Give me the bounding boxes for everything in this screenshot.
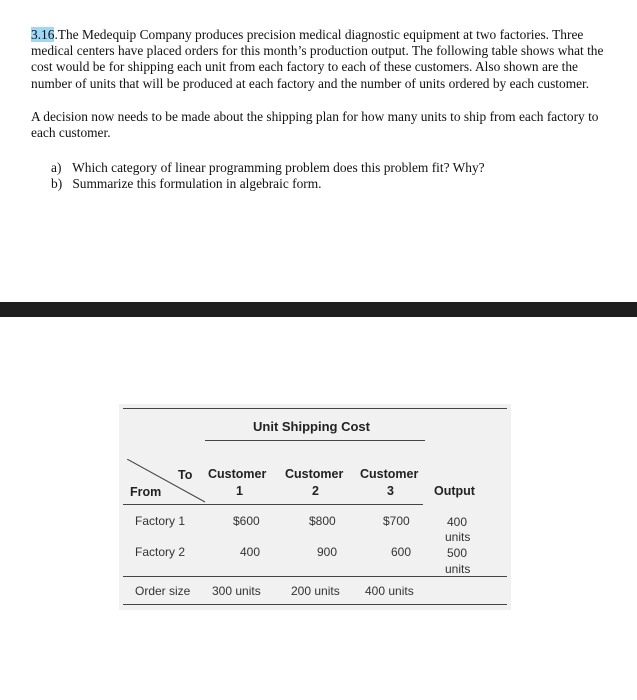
problem-decision: A decision now needs to be made about the shipping plan for how many units to ship from each factory to each customer. xyxy=(31,108,599,141)
question-text: Summarize this formulation in algebraic form. xyxy=(72,176,322,192)
problem-intro-text: .The Medequip Company produces precision medical diagnostic equipment at two factories. Three medical centers have placed orders for this month’s production output. The following table shows what the cost would be for shipping each unit from each factory to each of these customers. Also shown are the number of units that will be produced at each factory and the number of units ordered by each customer. xyxy=(31,27,604,91)
from-label: From xyxy=(130,485,162,499)
table-bottom-rule xyxy=(123,604,507,605)
column-header-output: Output xyxy=(434,484,475,498)
row-label-factory-1: Factory 1 xyxy=(135,514,186,528)
order-size-c3: 400 units xyxy=(365,584,414,598)
title-underline xyxy=(205,440,425,441)
order-size-c1: 300 units xyxy=(212,584,261,598)
section-divider-bar xyxy=(0,302,637,317)
column-header-customer-2: Customer xyxy=(285,467,344,481)
column-header-customer-1-number: 1 xyxy=(236,484,243,498)
cell-f2-c2: 900 xyxy=(317,545,338,559)
cell-f2-c1: 400 xyxy=(240,545,261,559)
shipping-cost-table xyxy=(119,404,511,610)
to-label: To xyxy=(178,468,193,482)
column-header-customer-3-number: 3 xyxy=(387,484,394,498)
column-header-customer-2-number: 2 xyxy=(312,484,319,498)
question-list xyxy=(51,160,616,192)
problem-number: 3.16 xyxy=(31,27,55,42)
header-rule xyxy=(123,504,423,505)
question-label: a) xyxy=(51,160,62,176)
question-a xyxy=(51,160,616,176)
question-text: Which category of linear programming problem does this problem fit? Why? xyxy=(72,160,485,176)
row-label-factory-2: Factory 2 xyxy=(135,545,186,559)
output-factory-2: 500 xyxy=(447,546,468,560)
column-header-customer-3: Customer xyxy=(360,467,419,481)
cell-f2-c3: 600 xyxy=(391,545,412,559)
problem-statement xyxy=(31,27,616,193)
question-label: b) xyxy=(51,176,63,192)
problem-intro xyxy=(31,27,616,92)
cell-f1-c3: $700 xyxy=(383,514,410,528)
output-factory-1: 400 xyxy=(447,515,468,529)
table-top-rule xyxy=(123,408,507,409)
table-title: Unit Shipping Cost xyxy=(253,419,370,434)
output-factory-2-unit: units xyxy=(445,562,471,576)
order-row-rule xyxy=(123,576,507,577)
column-header-customer-1: Customer xyxy=(208,467,267,481)
order-size-c2: 200 units xyxy=(291,584,340,598)
cell-f1-c1: $600 xyxy=(233,514,260,528)
row-label-order-size: Order size xyxy=(135,584,191,598)
cell-f1-c2: $800 xyxy=(309,514,336,528)
question-b xyxy=(51,176,616,192)
output-factory-1-unit: units xyxy=(445,530,471,544)
